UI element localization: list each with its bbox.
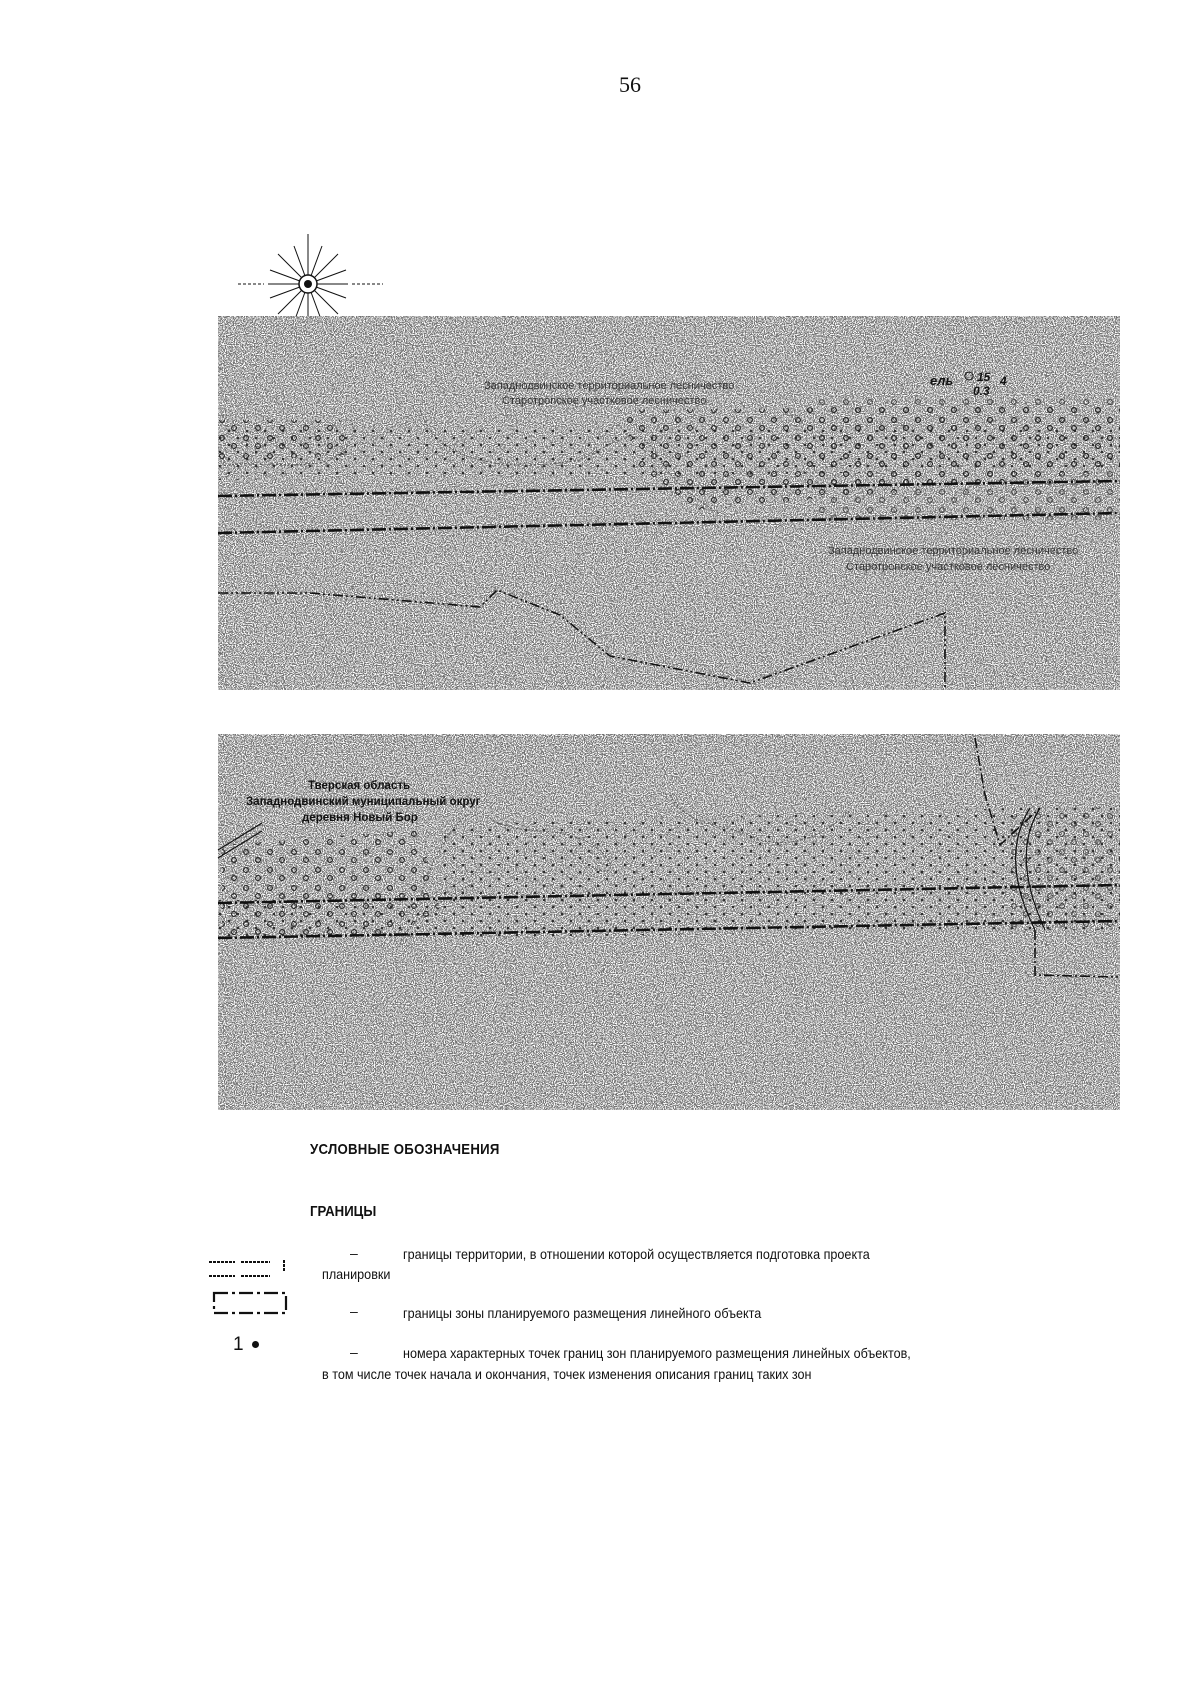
- point-dot-icon: [252, 1341, 259, 1348]
- legend-item-3-text2: в том числе точек начала и окончания, точек изменения описания границ таких зон: [322, 1366, 812, 1382]
- settlement-label-3: деревня Новый Бор: [302, 812, 418, 824]
- map-panel-upper: [218, 316, 1120, 690]
- legend-dash-1: –: [350, 1245, 358, 1261]
- legend-dash-2: –: [350, 1303, 358, 1319]
- legend-symbol-planning-boundary: [209, 1260, 284, 1276]
- legend-title: УСЛОВНЫЕ ОБОЗНАЧЕНИЯ: [310, 1141, 500, 1158]
- legend-dash-3: –: [350, 1344, 358, 1360]
- forest-denominator: 0.3: [973, 384, 990, 398]
- settlement-label-1: Тверская область: [308, 780, 411, 792]
- page-number: 56: [619, 72, 641, 97]
- legend-item-3-text: номера характерных точек границ зон планируемого размещения линейных объектов,: [403, 1345, 911, 1361]
- forest-suffix: 4: [1000, 374, 1007, 388]
- legend-symbol-point: [233, 1334, 259, 1356]
- forestry-label-top-1: Западнодвинское территориальное лесничество: [484, 380, 735, 392]
- settlement-label-2: Западнодвинский муниципальный округ: [246, 796, 481, 808]
- point-number-label: 1: [233, 1334, 244, 1355]
- legend-item-1-text2: планировки: [322, 1266, 391, 1282]
- forest-numerator: 15: [977, 370, 991, 384]
- legend-symbol-zone-boundary: [214, 1293, 286, 1313]
- legend-item-1-text: границы территории, в отношении которой осуществляется подготовка проекта: [403, 1246, 870, 1262]
- forest-species: ель: [930, 373, 954, 388]
- legend-item-2-text: границы зоны планируемого размещения линейного объекта: [403, 1305, 762, 1321]
- forestry-label-right-1: Западнодвинское территориальное лесничество: [828, 545, 1079, 557]
- map-panel-lower: [218, 734, 1120, 1110]
- legend-section-boundaries: ГРАНИЦЫ: [310, 1203, 377, 1220]
- forestry-label-right-2: Старотропское участковое лесничество: [846, 561, 1051, 573]
- forestry-label-top-2: Старотропское участковое лесничество: [502, 395, 707, 407]
